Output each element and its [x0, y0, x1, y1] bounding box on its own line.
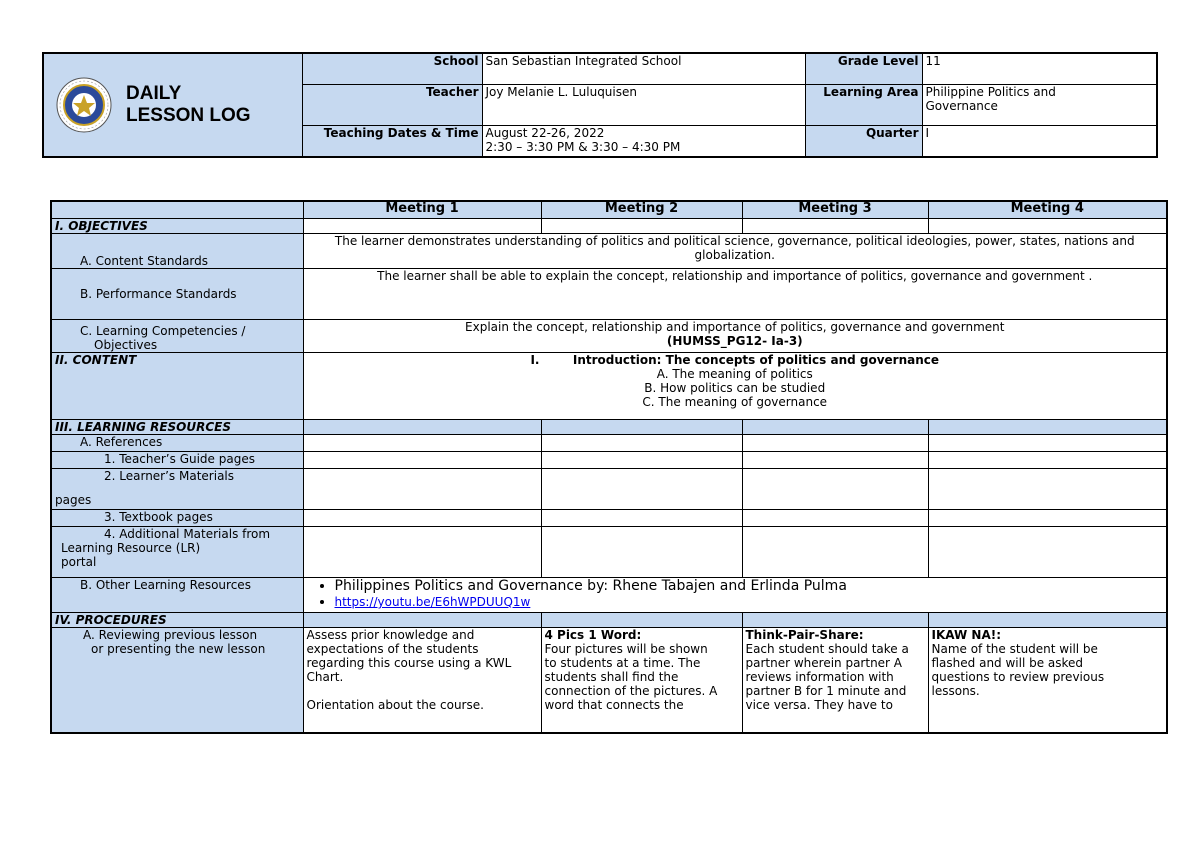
- m3-line-3: reviews information with: [745, 670, 894, 684]
- quarter-label: Quarter: [805, 126, 922, 158]
- m1-line-2: expectations of the students: [306, 642, 479, 656]
- content-sub-c: C. The meaning of governance: [642, 395, 828, 409]
- additional-materials-line-1: 4. Additional Materials from: [104, 527, 271, 541]
- references-label: A. References: [51, 435, 303, 452]
- textbook-label: 3. Textbook pages: [51, 510, 303, 527]
- competencies-code: (HUMSS_PG12- Ia-3): [666, 334, 803, 348]
- competencies-cell: [303, 320, 1167, 353]
- logo-cell: [43, 53, 302, 157]
- quarter-value: I: [922, 126, 1157, 158]
- meetings-header-row: [51, 201, 1167, 219]
- teaching-dates-line-2: 2:30 – 3:30 PM & 3:30 – 4:30 PM: [485, 140, 681, 154]
- m4-line-2: flashed and will be asked: [931, 656, 1084, 670]
- additional-materials-label: [51, 527, 303, 578]
- m3-line-5: vice versa. They have to: [745, 698, 893, 712]
- other-resources-label: B. Other Learning Resources: [51, 578, 303, 613]
- meeting-3-procedure: [742, 628, 928, 734]
- review-lesson-label: [51, 628, 303, 734]
- learners-materials-line-1: 2. Learner’s Materials: [104, 469, 235, 483]
- youtube-link[interactable]: https://youtu.be/E6hWPDUUQ1w: [334, 595, 531, 609]
- objectives-heading: I. OBJECTIVES: [51, 219, 303, 234]
- competencies-text: Explain the concept, relationship and importance of politics, governance and government: [465, 320, 1005, 334]
- learners-materials-line-2: pages: [55, 493, 92, 507]
- meeting-4-header: Meeting 4: [928, 201, 1167, 219]
- title-line-1: DAILY: [126, 83, 182, 104]
- meeting-1-procedure: [303, 628, 541, 734]
- meeting-3-header: Meeting 3: [742, 201, 928, 219]
- content-cell: [303, 353, 1167, 420]
- teachers-guide-row: [51, 452, 1167, 469]
- other-resources-row: [51, 578, 1167, 613]
- performance-standards-label: B. Performance Standards: [51, 269, 303, 320]
- school-value: San Sebastian Integrated School: [482, 53, 805, 85]
- content-standards-text: The learner demonstrates understanding of politics and political science, governance, political ideologies, power, states, nations and globalization.: [303, 234, 1167, 269]
- m2-line-2: to students at a time. The: [544, 656, 701, 670]
- performance-standards-text: The learner shall be able to explain the concept, relationship and importance of politics, governance and government .: [303, 269, 1167, 320]
- content-heading: II. CONTENT: [51, 353, 303, 420]
- additional-materials-line-2: Learning Resource (LR): [61, 541, 201, 555]
- content-sub-a: A. The meaning of politics: [656, 367, 813, 381]
- resources-heading: III. LEARNING RESOURCES: [51, 420, 303, 435]
- m2-line-1: Four pictures will be shown: [544, 642, 708, 656]
- teachers-guide-label: 1. Teacher’s Guide pages: [51, 452, 303, 469]
- teaching-dates-value: [482, 126, 805, 158]
- learners-materials-label: [51, 469, 303, 510]
- m1-line-3: regarding this course using a KWL: [306, 656, 512, 670]
- m4-title: IKAW NA!:: [931, 628, 1002, 642]
- header-table: [42, 52, 1158, 158]
- additional-materials-line-3: portal: [61, 555, 97, 569]
- competencies-label: [51, 320, 303, 353]
- m1-line-5: Orientation about the course.: [306, 698, 484, 712]
- meetings-header-corner: [51, 201, 303, 219]
- competencies-row: [51, 320, 1167, 353]
- objectives-heading-row: [51, 219, 1167, 234]
- m2-line-4: connection of the pictures. A: [544, 684, 718, 698]
- lesson-table: [50, 200, 1168, 734]
- content-standards-label: A. Content Standards: [51, 234, 303, 269]
- m4-line-1: Name of the student will be: [931, 642, 1098, 656]
- content-standards-row: [51, 234, 1167, 269]
- other-resources-list: [307, 578, 1164, 610]
- meeting-2-procedure: [541, 628, 742, 734]
- procedures-heading: IV. PROCEDURES: [51, 613, 303, 628]
- teacher-label: Teacher: [302, 85, 482, 126]
- meeting-1-header: Meeting 1: [303, 201, 541, 219]
- content-row: [51, 353, 1167, 420]
- review-lesson-row: [51, 628, 1167, 734]
- m4-line-3: questions to review previous: [931, 670, 1105, 684]
- m1-line-1: Assess prior knowledge and: [306, 628, 475, 642]
- competencies-label-line-2: Objectives: [94, 338, 158, 352]
- procedures-heading-row: [51, 613, 1167, 628]
- content-main-item: I. Introduction: The concepts of politics and governance: [530, 353, 940, 367]
- textbook-row: [51, 510, 1167, 527]
- school-label: School: [302, 53, 482, 85]
- learning-area-label: Learning Area: [805, 85, 922, 126]
- resources-heading-row: [51, 420, 1167, 435]
- title-line-2: LESSON LOG: [126, 105, 251, 126]
- m3-line-4: partner B for 1 minute and: [745, 684, 907, 698]
- meeting-4-procedure: [928, 628, 1167, 734]
- page-title: [126, 83, 251, 127]
- learning-area-line-1: Philippine Politics and: [925, 85, 1056, 99]
- m3-line-1: Each student should take a: [745, 642, 909, 656]
- teaching-dates-label: Teaching Dates & Time: [302, 126, 482, 158]
- performance-standards-row: [51, 269, 1167, 320]
- m2-title: 4 Pics 1 Word:: [544, 628, 642, 642]
- meeting-2-header: Meeting 2: [541, 201, 742, 219]
- learning-area-line-2: Governance: [925, 99, 998, 113]
- references-row: [51, 435, 1167, 452]
- other-resources-cell: [303, 578, 1167, 613]
- m1-line-4: Chart.: [306, 670, 344, 684]
- resource-book: • Philippines Politics and Governance by: Rhene Tabajen and Erlinda Pulma: [335, 578, 1164, 594]
- deped-seal-icon: [56, 77, 112, 133]
- teaching-dates-line-1: August 22-26, 2022: [485, 126, 605, 140]
- review-label-line-1: A. Reviewing previous lesson: [83, 628, 258, 642]
- grade-level-label: Grade Level: [805, 53, 922, 85]
- teacher-value: Joy Melanie L. Luluquisen: [482, 85, 805, 126]
- m3-line-2: partner wherein partner A: [745, 656, 903, 670]
- additional-materials-row: [51, 527, 1167, 578]
- m3-title: Think-Pair-Share:: [745, 628, 864, 642]
- grade-level-value: 11: [922, 53, 1157, 85]
- learning-area-value: [922, 85, 1157, 126]
- m2-line-5: word that connects the: [544, 698, 684, 712]
- competencies-label-line-1: C. Learning Competencies /: [80, 324, 246, 338]
- m2-line-3: students shall find the: [544, 670, 679, 684]
- review-label-line-2: or presenting the new lesson: [91, 642, 266, 656]
- content-sub-b: B. How politics can be studied: [644, 381, 826, 395]
- resource-link-item: [335, 594, 1164, 610]
- learners-materials-row: [51, 469, 1167, 510]
- m4-line-4: lessons.: [931, 684, 980, 698]
